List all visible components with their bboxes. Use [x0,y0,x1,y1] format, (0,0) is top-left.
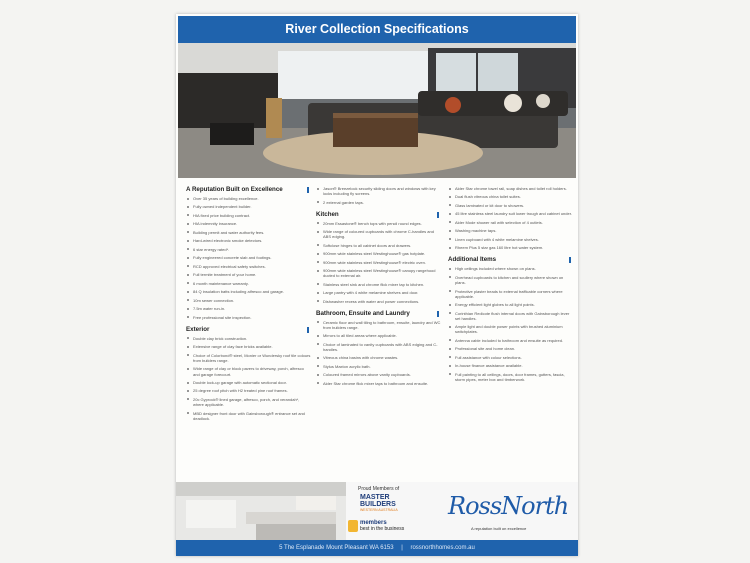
list-item: Professional site and home clean. [455,346,573,351]
list-item: Full painting to all ceilings, doors, door frames, gutters, fascia, storm pipes, meter box and timberwork. [455,372,573,382]
spec-list [186,336,311,421]
list-item: 900mm wide stainless steel Westinghouse® electric oven. [323,260,441,265]
list-item: 84 Q insulation batts including alfresco and garage. [193,289,311,294]
list-item: 2 external garden taps. [323,200,441,205]
list-item: HIA indemnity insurance. [193,221,311,226]
section-heading: Kitchen [316,211,441,219]
list-item: Double clay brick construction. [193,336,311,341]
list-item: In-house finance assistance available. [455,363,573,368]
list-item: Vitreous china basins with chrome wastes. [323,355,441,360]
list-item: 45 litre stainless steel laundry suit lower trough and cabinet under. [455,211,572,217]
section-heading: Bathroom, Ensuite and Laundry [316,310,441,318]
living-room-photo [178,43,576,178]
list-item: Jason® Breezelock security sliding doors and windows with key locks including fly screens. [323,186,441,196]
list-item: RCD approved electrical safety switches. [193,264,311,269]
list-item: 20mm Essastone® bench tops with pencil round edges. [323,221,441,226]
list-item: Fully owned independent builder. [193,204,311,209]
list-item: Washing machine taps. [455,228,573,233]
separator: | [401,545,403,551]
members-logo-icon [348,520,358,532]
section-heading: A Reputation Built on Excellence [186,186,311,194]
list-item: Mirrors to all tiled areas where applicable. [323,333,441,338]
footer-banner [176,482,578,540]
kitchen-photo [176,482,346,540]
spec-list [448,186,573,250]
address: 5 The Esplanade Mount Pleasant WA 6153 [279,545,394,551]
website-link[interactable]: rossnorthhomes.com.au [410,545,475,551]
spec-list [448,266,573,381]
list-item: MBD designer front door with Gainsborough® entrance set and deadlock. [193,411,311,421]
list-item: Large pantry with 4 white melamine shelves and door. [323,290,441,295]
list-item: Alder Star chrome flick mixer taps to bathroom and ensuite. [323,381,441,386]
list-item: 6 star energy rated*. [193,247,311,252]
brand-tagline: A reputation built on excellence [471,526,527,531]
list-item: Rheem Plus 5 star gas 160 litre hot water system. [455,245,573,250]
list-item: HIA fixed price building contract. [193,213,311,218]
list-item: Double lock-up garage with automatic sectional door. [193,380,311,385]
column-3 [448,186,573,388]
list-item: Choice of Colorbond® steel, Monier or Wundersky roof tile colours from builders range. [193,352,311,363]
list-item: Dishwasher recess with water and power connections. [323,299,441,304]
spec-list [316,221,441,304]
list-item: Free professional site inspection. [193,315,311,320]
list-item: Antenna cable included to bathroom and ensuite as required. [455,338,573,343]
list-item: Wide range of coloured cupboards with chrome C-handles and ABS edging. [323,229,441,239]
list-item: 900mm wide stainless steel Westinghouse® gas hotplate. [323,251,441,256]
column-2 [316,186,441,392]
spec-list [316,186,441,205]
section-heading: Exterior [186,326,311,334]
proud-members-label: Proud Members of [358,486,400,492]
spec-list [316,320,441,386]
spec-list [186,196,311,320]
list-item: Full assistance with colour selections. [455,355,573,360]
members-badge: members best in the business [360,520,405,532]
list-item: Alder Mode shower rail with selection of 4 outlets. [455,220,573,225]
list-item: 10m sewer connection. [193,298,311,303]
list-item: Extensive range of clay face bricks available. [193,344,311,349]
list-item: 6 month maintenance warranty. [193,281,311,286]
list-item: High ceilings included where shown on plans. [455,266,573,271]
list-item: Linen cupboard with 4 white melamine shelves. [455,237,573,242]
list-item: Wide range of clay or block pavers to driveway, porch, alfresco and garage forecourt. [193,366,311,376]
brand-logo: RossNorth [448,492,569,520]
list-item: Coloured framed mirrors above vanity cupboards. [323,372,441,377]
section-heading: Additional Items [448,256,573,264]
list-item: Corinthian Redicote flush internal doors with Gainsborough lever set handles. [455,311,573,321]
list-item: Choice of laminated to vanity cupboards with ABS edging and C-handles. [323,342,441,352]
list-item: Protective plaster beads to external trafficable corners where applicable. [455,289,573,299]
contact-bar [176,540,578,556]
list-item: Softclose hinges to all cabinet doors and drawers. [323,243,441,248]
list-item: Fully engineered concrete slab and footings. [193,255,311,260]
list-item: Overhead cupboards to kitchen and scullery where shown on plans. [455,275,573,285]
list-item: Building permit and water authority fees. [193,230,311,235]
specification-sheet [176,14,578,556]
list-item: Alder Star chrome towel rail, soap dishes and toilet roll holders. [455,186,573,191]
list-item: Ceramic floor and wall tiling to bathroom, ensuite, laundry and WC from builders range. [323,319,441,330]
list-item: Dual flush vitreous china toilet suites. [455,194,573,199]
list-item: 25 degree roof pitch with H2 treated pine roof frames. [193,388,311,393]
list-item: 20c Gyprock® lined garage, alfresco, porch, and verandah*, where applicable. [193,397,311,407]
list-item: Full termite treatment of your home. [193,272,311,277]
list-item: Hard-wired electronic smoke detectors. [193,238,311,243]
list-item: Stainless steel sink and chrome flick mixer tap to kitchen. [323,282,441,287]
list-item: Stylus Maxton acrylic bath. [323,364,441,369]
list-item: Ample light and double power points with brushed aluminium switchplates. [455,324,573,334]
list-item: Over 35 years of building excellence. [193,196,311,201]
list-item: Energy efficient light globes to all light points. [455,302,573,307]
list-item: 7.5m water run-in. [193,306,311,311]
column-1 [186,186,311,427]
master-builders-logo: MASTER BUILDERS WESTERN AUSTRALIA [360,494,398,512]
page-title: River Collection Specifications [178,16,576,43]
list-item: Glass laminated or kit door to showers. [455,203,573,208]
list-item: 900mm wide stainless steel Westinghouse® canopy rangehood ducted to external air. [323,268,441,278]
